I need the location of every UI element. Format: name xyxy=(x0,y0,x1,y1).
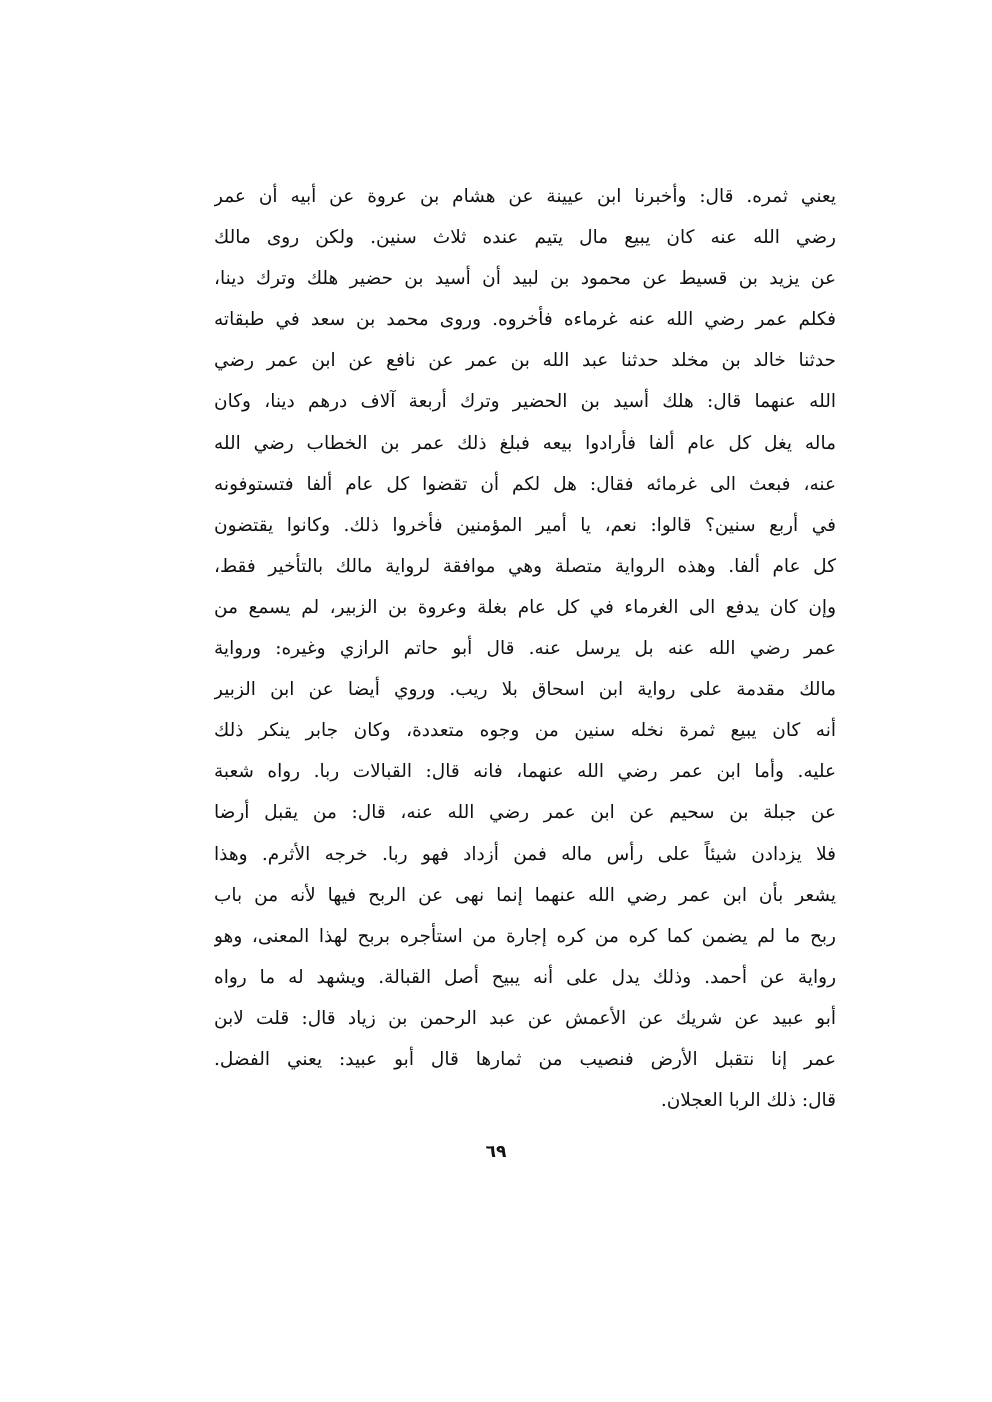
text-line: رواية عن أحمد. وذلك يدل على أنه يبيح أصل القبالة. ويشهد له ما رواه xyxy=(214,966,836,988)
text-line: عمر رضي الله عنه بل يرسل عنه. قال أبو حاتم الرازي وغيره: ورواية xyxy=(214,638,836,660)
text-line: عن يزيد بن قسيط عن محمود بن لبيد أن أسيد بن حضير هلك وترك دينا، xyxy=(214,268,836,290)
text-line: وإن كان يدفع الى الغرماء في كل عام بغلة وعروة بن الزبير، لم يسمع من xyxy=(214,596,836,618)
body-text xyxy=(214,176,836,1121)
text-line: عن جبلة بن سحيم عن ابن عمر رضي الله عنه، قال: من يقبل أرضا xyxy=(214,802,836,824)
text-line: عمر إنا نتقبل الأرض فنصيب من ثمارها قال أبو عبيد: يعني الفضل. xyxy=(214,1048,836,1070)
text-line: كل عام ألفا. وهذه الرواية متصلة وهي موافقة لرواية مالك بالتأخير فقط، xyxy=(214,555,836,577)
text-line: الله عنهما قال: هلك أسيد بن الحضير وترك أربعة آلاف درهم دينا، وكان xyxy=(214,391,836,413)
text-line: يعني ثمره. قال: وأخبرنا ابن عيينة عن هشام بن عروة عن أبيه أن عمر xyxy=(214,186,836,207)
text-line: في أربع سنين؟ قالوا: نعم، يا أمير المؤمنين فأخروا ذلك. وكانوا يقتضون xyxy=(214,514,836,536)
text-line: أنه كان يبيع ثمرة نخله سنين من وجوه متعددة، وكان جابر ينكر ذلك xyxy=(214,720,836,742)
text-line: عليه. وأما ابن عمر رضي الله عنهما، فانه قال: القبالات ربا. رواه شعبة xyxy=(214,761,836,783)
text-line: أبو عبيد عن شريك عن الأعمش عن عبد الرحمن بن زياد قال: قلت لابن xyxy=(214,1007,836,1029)
text-line: يشعر بأن ابن عمر رضي الله عنهما إنما نهى عن الربح فيها لأنه من باب xyxy=(214,884,836,906)
text-line: فلا يزدادن شيئاً على رأس ماله فمن أزداد فهو ربا. خرجه الأثرم. وهذا xyxy=(214,843,836,865)
text-line: عنه، فبعث الى غرمائه فقال: هل لكم أن تقضوا كل عام ألفا فتستوفونه xyxy=(214,473,836,495)
page-number: ٦٩ xyxy=(485,1142,507,1162)
text-line: قال: ذلك الربا العجلان. xyxy=(660,1090,836,1112)
text-line: ربح ما لم يضمن كما كره من كره إجارة من استأجره بربح لهذا المعنى، وهو xyxy=(214,925,836,947)
text-line: فكلم عمر رضي الله عنه غرماءه فأخروه. وروى محمد بن سعد في طبقاته xyxy=(214,309,836,331)
text-line: ماله يغل كل عام ألفا فأرادوا بيعه فبلغ ذلك عمر بن الخطاب رضي الله xyxy=(214,432,836,454)
text-line: رضي الله عنه كان يبيع مال يتيم عنده ثلاث سنين. ولكن روى مالك xyxy=(214,227,836,249)
text-line: حدثنا خالد بن مخلد حدثنا عبد الله بن عمر عن نافع عن ابن عمر رضي xyxy=(214,350,836,372)
text-line: مالك مقدمة على رواية ابن اسحاق بلا ريب. وروي أيضا عن ابن الزبير xyxy=(214,679,836,701)
